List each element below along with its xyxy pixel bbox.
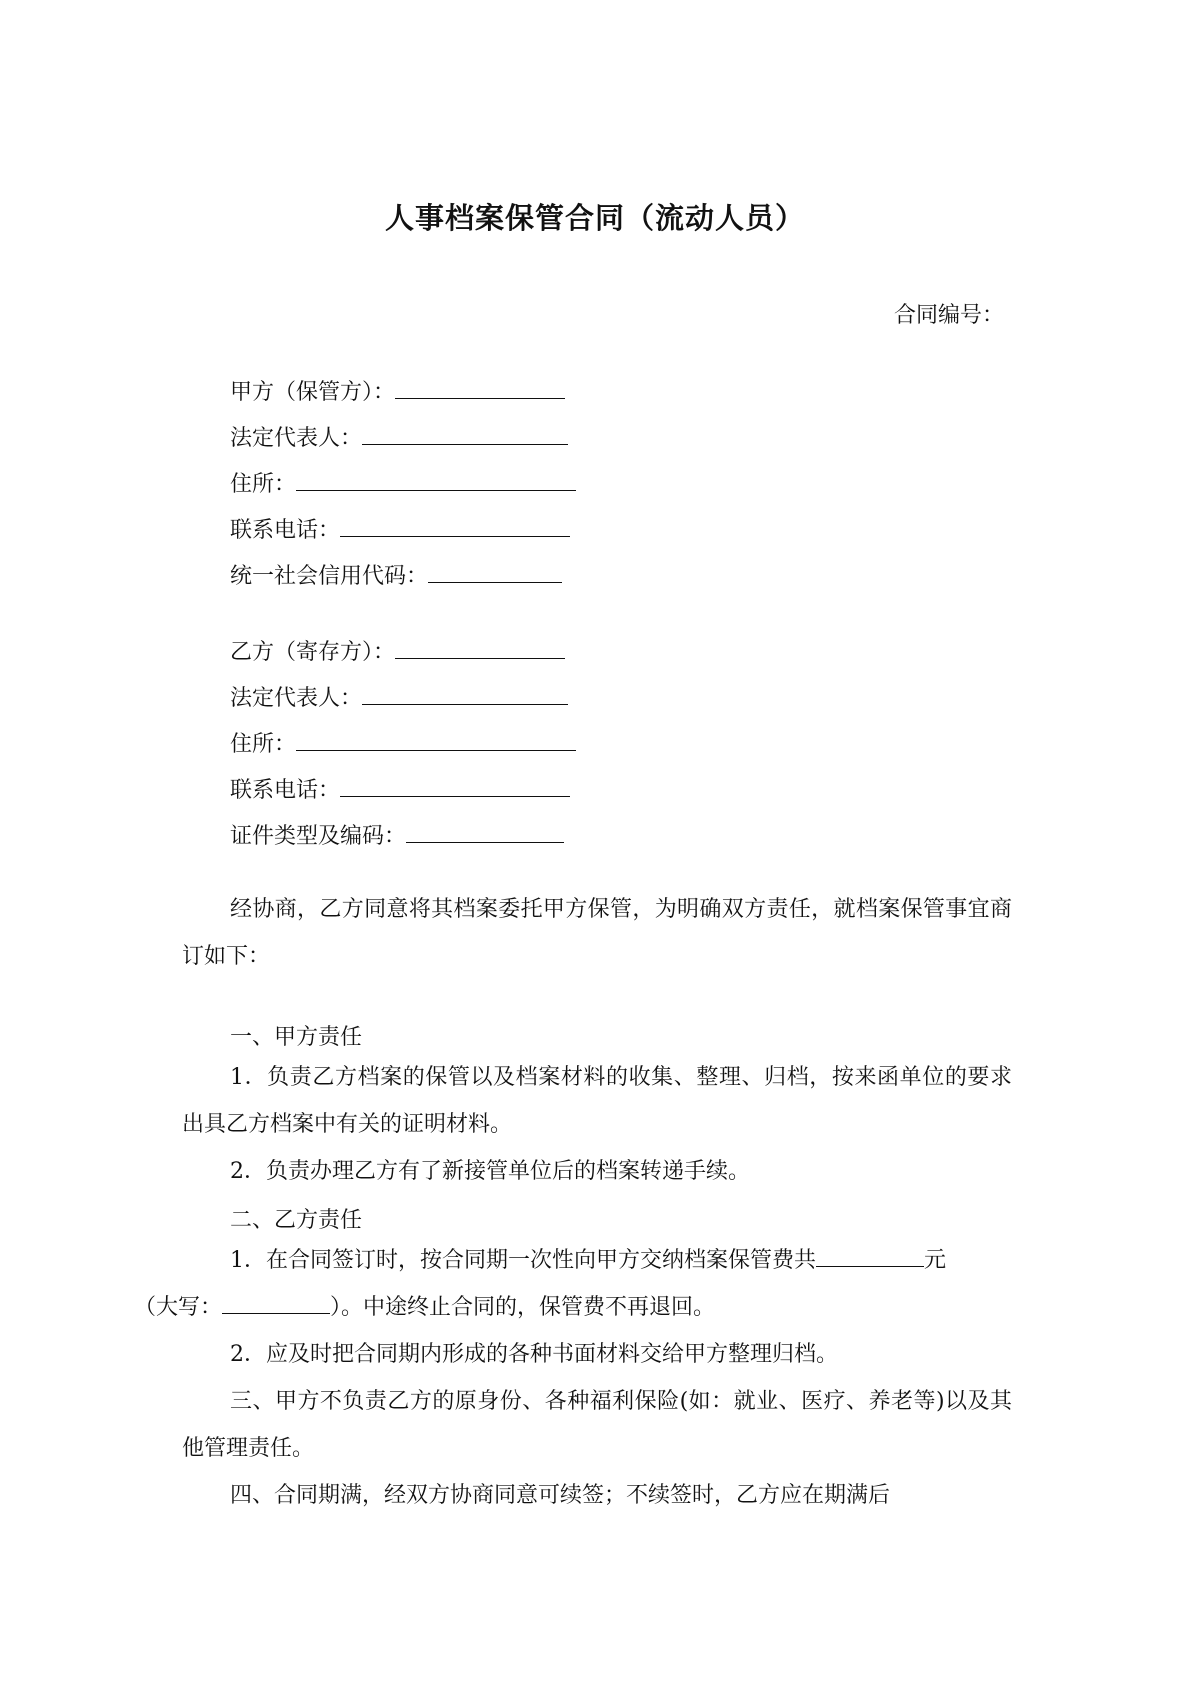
party-a-phone-blank[interactable] — [340, 514, 570, 537]
section-2-item-1-line-2 — [134, 1284, 715, 1331]
section-1-item-2: 2．负责办理乙方有了新接管单位后的档案转递手续。 — [230, 1159, 750, 1184]
party-a-address-label: 住所： — [230, 472, 297, 497]
party-a-rep-field — [230, 422, 568, 452]
party-b-rep-label: 法定代表人： — [230, 686, 363, 711]
section-4-paragraph: 四、合同期满，经双方协商同意可续签；不续签时，乙方应在期满后 — [230, 1483, 891, 1508]
party-a-name-blank[interactable] — [395, 376, 565, 399]
section-2-item-1-text-d: ）。中途终止合同的，保管费不再退回。 — [330, 1295, 716, 1320]
party-b-name-blank[interactable] — [395, 636, 565, 659]
party-b-id-label: 证件类型及编码： — [230, 824, 407, 849]
party-a-phone-field — [230, 514, 570, 544]
party-b-address-label: 住所： — [230, 732, 297, 757]
party-a-credit-code-field — [230, 560, 562, 590]
party-a-name-field — [230, 376, 565, 406]
party-a-rep-blank[interactable] — [362, 422, 568, 445]
party-a-rep-label: 法定代表人： — [230, 426, 363, 451]
party-b-phone-field — [230, 774, 570, 804]
section-2-item-1 — [134, 1237, 1012, 1331]
section-2-item-1-text-a: 1．在合同签订时，按合同期一次性向甲方交纳档案保管费共 — [230, 1248, 816, 1273]
section-1-heading: 一、甲方责任 — [230, 1025, 363, 1050]
party-b-address-blank[interactable] — [296, 728, 576, 751]
section-1-item-1: 1．负责乙方档案的保管以及档案材料的收集、整理、归档，按来函单位的要求出具乙方档案中有关的证明材料。 — [182, 1065, 1012, 1137]
party-b-id-blank[interactable] — [406, 820, 564, 843]
party-b-rep-blank[interactable] — [362, 682, 568, 705]
party-b-name-label: 乙方（寄存方）： — [230, 640, 396, 665]
party-b-name-field — [230, 636, 565, 666]
intro-paragraph: 经协商，乙方同意将其档案委托甲方保管，为明确双方责任，就档案保管事宜商订如下： — [182, 897, 1012, 969]
section-2-item-1-text-c: （大写： — [134, 1295, 223, 1320]
section-2-item-1-text-b: 元 — [924, 1248, 947, 1273]
section-2-heading: 二、乙方责任 — [230, 1208, 363, 1233]
party-a-credit-code-label: 统一社会信用代码： — [230, 564, 429, 589]
party-b-phone-blank[interactable] — [340, 774, 570, 797]
fee-capital-blank[interactable] — [222, 1293, 330, 1314]
party-b-address-field — [230, 728, 576, 758]
party-a-address-blank[interactable] — [296, 468, 576, 491]
party-b-rep-field — [230, 682, 568, 712]
section-3-paragraph: 三、甲方不负责乙方的原身份、各种福利保险(如：就业、医疗、养老等)以及其他管理责任。 — [182, 1389, 1012, 1461]
party-a-credit-code-blank[interactable] — [428, 560, 562, 583]
contract-number-label: 合同编号： — [893, 303, 1004, 328]
section-2-item-2: 2．应及时把合同期内形成的各种书面材料交给甲方整理归档。 — [230, 1342, 838, 1367]
fee-amount-blank[interactable] — [816, 1246, 924, 1267]
party-b-phone-label: 联系电话： — [230, 778, 341, 803]
party-a-name-label: 甲方（保管方）： — [230, 380, 396, 405]
page-title: 人事档案保管合同（流动人员） — [384, 201, 805, 235]
party-a-address-field — [230, 468, 576, 498]
party-a-phone-label: 联系电话： — [230, 518, 341, 543]
party-b-id-field — [230, 820, 564, 850]
